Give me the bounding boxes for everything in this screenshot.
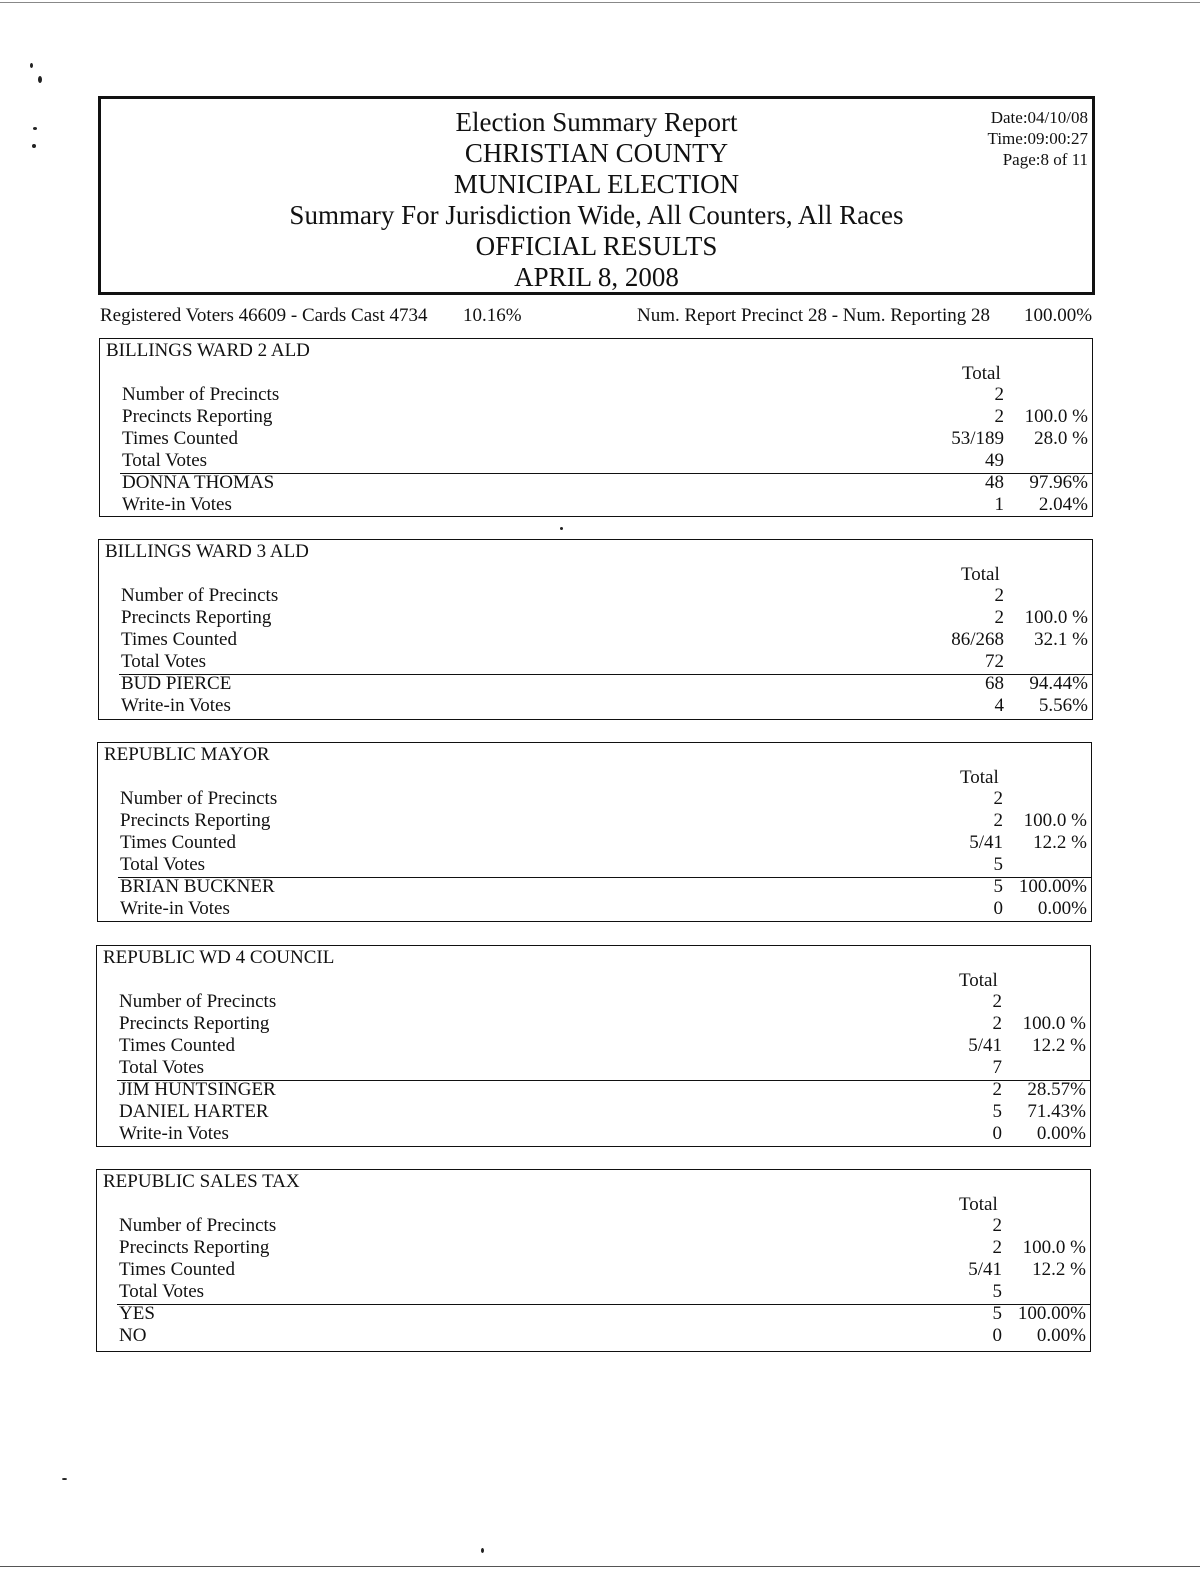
stat-row (121, 629, 1092, 651)
report-scope: Summary For Jurisdiction Wide, All Counters, All Races (289, 200, 904, 230)
candidate-name: DONNA THOMAS (122, 472, 275, 493)
vote-percent: 100.0 % (1024, 406, 1088, 427)
stat-row (119, 1057, 1090, 1079)
stat-row (120, 810, 1091, 832)
scan-speck (32, 144, 36, 148)
vote-percent: 28.57% (1027, 1079, 1086, 1100)
scan-edge-bottom (0, 1566, 1200, 1567)
stat-row (121, 585, 1092, 607)
stat-row (120, 832, 1091, 854)
reporting-percent: 100.00% (1024, 305, 1093, 326)
candidate-name: DANIEL HARTER (119, 1101, 269, 1122)
vote-total: 5/41 (968, 1035, 1002, 1056)
scan-speck (33, 127, 37, 130)
race-box (98, 539, 1093, 720)
vote-percent: 100.00% (1018, 876, 1087, 897)
stat-label: Total Votes (121, 651, 207, 672)
stat-label: Total Votes (120, 854, 206, 875)
scan-speck (560, 527, 563, 530)
stat-label: Times Counted (119, 1259, 235, 1280)
turnout-percent: 10.16% (463, 305, 522, 326)
stat-label: Times Counted (120, 832, 236, 853)
vote-total: 5/41 (969, 832, 1003, 853)
vote-total: 86/268 (951, 629, 1004, 650)
vote-percent: 32.1 % (1034, 629, 1088, 650)
report-title: Election Summary Report (455, 107, 738, 137)
stat-row (122, 450, 1092, 472)
stat-label: Times Counted (119, 1035, 235, 1056)
candidate-name: NO (119, 1325, 147, 1346)
race-box (99, 338, 1093, 517)
candidate-row (120, 898, 1091, 920)
vote-percent: 100.0 % (1022, 1237, 1086, 1258)
election-date: APRIL 8, 2008 (514, 262, 679, 292)
candidate-row (119, 1079, 1090, 1101)
stat-label: Precincts Reporting (119, 1237, 270, 1258)
stat-row (122, 428, 1092, 450)
total-column-header: Total (962, 363, 1001, 384)
race-title: REPUBLIC WD 4 COUNCIL (103, 947, 335, 968)
vote-percent: 100.00% (1017, 1303, 1086, 1324)
vote-total: 2 (994, 607, 1004, 628)
precinct-reporting: Num. Report Precinct 28 - Num. Reporting 28 (637, 305, 991, 326)
stat-label: Precincts Reporting (121, 607, 272, 628)
stat-row (119, 1035, 1090, 1057)
stat-row (122, 384, 1092, 406)
vote-percent: 12.2 % (1032, 1035, 1086, 1056)
race-title: REPUBLIC MAYOR (104, 744, 270, 765)
candidate-name: Write-in Votes (122, 494, 232, 515)
stat-row (119, 991, 1090, 1013)
vote-total: 5 (993, 876, 1003, 897)
vote-percent: 100.0 % (1022, 1013, 1086, 1034)
election-name: MUNICIPAL ELECTION (453, 169, 740, 199)
vote-total: 72 (985, 651, 1004, 672)
vote-percent: 100.0 % (1024, 607, 1088, 628)
stat-label: Number of Precincts (119, 1215, 277, 1236)
vote-total: 5 (992, 1281, 1002, 1302)
candidate-name: Write-in Votes (119, 1123, 229, 1144)
total-column-header: Total (959, 1194, 998, 1215)
vote-percent: 28.0 % (1034, 428, 1088, 449)
vote-total: 49 (985, 450, 1004, 471)
total-column-header: Total (961, 564, 1000, 585)
stat-row (121, 651, 1092, 673)
vote-total: 2 (994, 406, 1004, 427)
stat-label: Number of Precincts (119, 991, 277, 1012)
stat-row (122, 406, 1092, 428)
vote-total: 1 (994, 494, 1004, 515)
race-title: BILLINGS WARD 2 ALD (106, 340, 310, 361)
stat-row (120, 788, 1091, 810)
stat-label: Times Counted (122, 428, 238, 449)
total-column-header: Total (959, 970, 998, 991)
vote-total: 0 (992, 1325, 1002, 1346)
vote-total: 2 (992, 1237, 1002, 1258)
vote-total: 2 (992, 1215, 1002, 1236)
vote-total: 4 (994, 695, 1004, 716)
candidate-row (122, 472, 1092, 494)
vote-total: 2 (994, 384, 1004, 405)
vote-percent: 12.2 % (1032, 1259, 1086, 1280)
vote-percent: 0.00% (1036, 1123, 1086, 1144)
candidate-row (121, 673, 1092, 695)
candidate-name: BUD PIERCE (121, 673, 232, 694)
vote-total: 2 (992, 1013, 1002, 1034)
vote-percent: 100.0 % (1023, 810, 1087, 831)
scan-speck (38, 76, 42, 83)
vote-total: 5 (992, 1303, 1002, 1324)
scan-speck (481, 1548, 484, 1553)
candidate-name: BRIAN BUCKNER (120, 876, 275, 897)
scan-speck (62, 1478, 67, 1480)
registered-voters: Registered Voters 46609 - Cards Cast 4734 (100, 305, 428, 326)
stat-label: Precincts Reporting (119, 1013, 270, 1034)
stat-row (119, 1281, 1090, 1303)
candidate-name: JIM HUNTSINGER (119, 1079, 276, 1100)
stat-row (121, 607, 1092, 629)
stat-label: Precincts Reporting (122, 406, 273, 427)
report-status: OFFICIAL RESULTS (475, 231, 718, 261)
vote-total: 0 (992, 1123, 1002, 1144)
total-column-header: Total (960, 767, 999, 788)
vote-total: 2 (992, 991, 1002, 1012)
scan-speck (30, 63, 33, 68)
stat-row (119, 1259, 1090, 1281)
candidate-name: YES (119, 1303, 155, 1324)
stat-label: Total Votes (122, 450, 208, 471)
header-title-block (101, 107, 1092, 293)
vote-total: 5 (992, 1101, 1002, 1122)
stat-row (120, 854, 1091, 876)
vote-total: 2 (993, 810, 1003, 831)
vote-total: 0 (993, 898, 1003, 919)
race-box (97, 742, 1092, 922)
vote-total: 5 (993, 854, 1003, 875)
stat-label: Number of Precincts (121, 585, 279, 606)
vote-total: 2 (992, 1079, 1002, 1100)
vote-total: 7 (992, 1057, 1002, 1078)
vote-percent: 2.04% (1038, 494, 1088, 515)
stat-label: Number of Precincts (120, 788, 278, 809)
report-header (98, 96, 1095, 295)
report-meta (988, 107, 1088, 170)
candidate-row (121, 695, 1092, 717)
vote-total: 2 (993, 788, 1003, 809)
report-time: Time:09:00:27 (987, 129, 1088, 148)
page-number: Page:8 of 11 (1002, 150, 1088, 169)
stat-label: Total Votes (119, 1057, 205, 1078)
candidate-row (119, 1303, 1090, 1325)
candidate-row (120, 876, 1091, 898)
stat-label: Total Votes (119, 1281, 205, 1302)
stat-row (119, 1237, 1090, 1259)
race-title: BILLINGS WARD 3 ALD (105, 541, 309, 562)
stat-row (119, 1215, 1090, 1237)
vote-percent: 12.2 % (1033, 832, 1087, 853)
vote-total: 53/189 (951, 428, 1004, 449)
race-box (96, 1169, 1091, 1352)
candidate-name: Write-in Votes (121, 695, 231, 716)
candidate-row (122, 494, 1092, 516)
stat-label: Precincts Reporting (120, 810, 271, 831)
report-date: Date:04/10/08 (990, 108, 1088, 127)
candidate-row (119, 1123, 1090, 1145)
vote-total: 2 (994, 585, 1004, 606)
vote-total: 5/41 (968, 1259, 1002, 1280)
vote-percent: 71.43% (1027, 1101, 1086, 1122)
vote-percent: 0.00% (1037, 898, 1087, 919)
vote-percent: 97.96% (1029, 472, 1088, 493)
vote-total: 48 (985, 472, 1004, 493)
candidate-name: Write-in Votes (120, 898, 230, 919)
race-box (96, 945, 1091, 1147)
vote-percent: 0.00% (1036, 1325, 1086, 1346)
candidate-row (119, 1325, 1090, 1347)
candidate-row (119, 1101, 1090, 1123)
vote-percent: 5.56% (1038, 695, 1088, 716)
race-title: REPUBLIC SALES TAX (103, 1171, 300, 1192)
scan-edge-top (0, 2, 1200, 3)
vote-total: 68 (985, 673, 1004, 694)
stat-label: Number of Precincts (122, 384, 280, 405)
stat-label: Times Counted (121, 629, 237, 650)
stat-row (119, 1013, 1090, 1035)
vote-percent: 94.44% (1029, 673, 1088, 694)
county-name: CHRISTIAN COUNTY (464, 138, 729, 168)
